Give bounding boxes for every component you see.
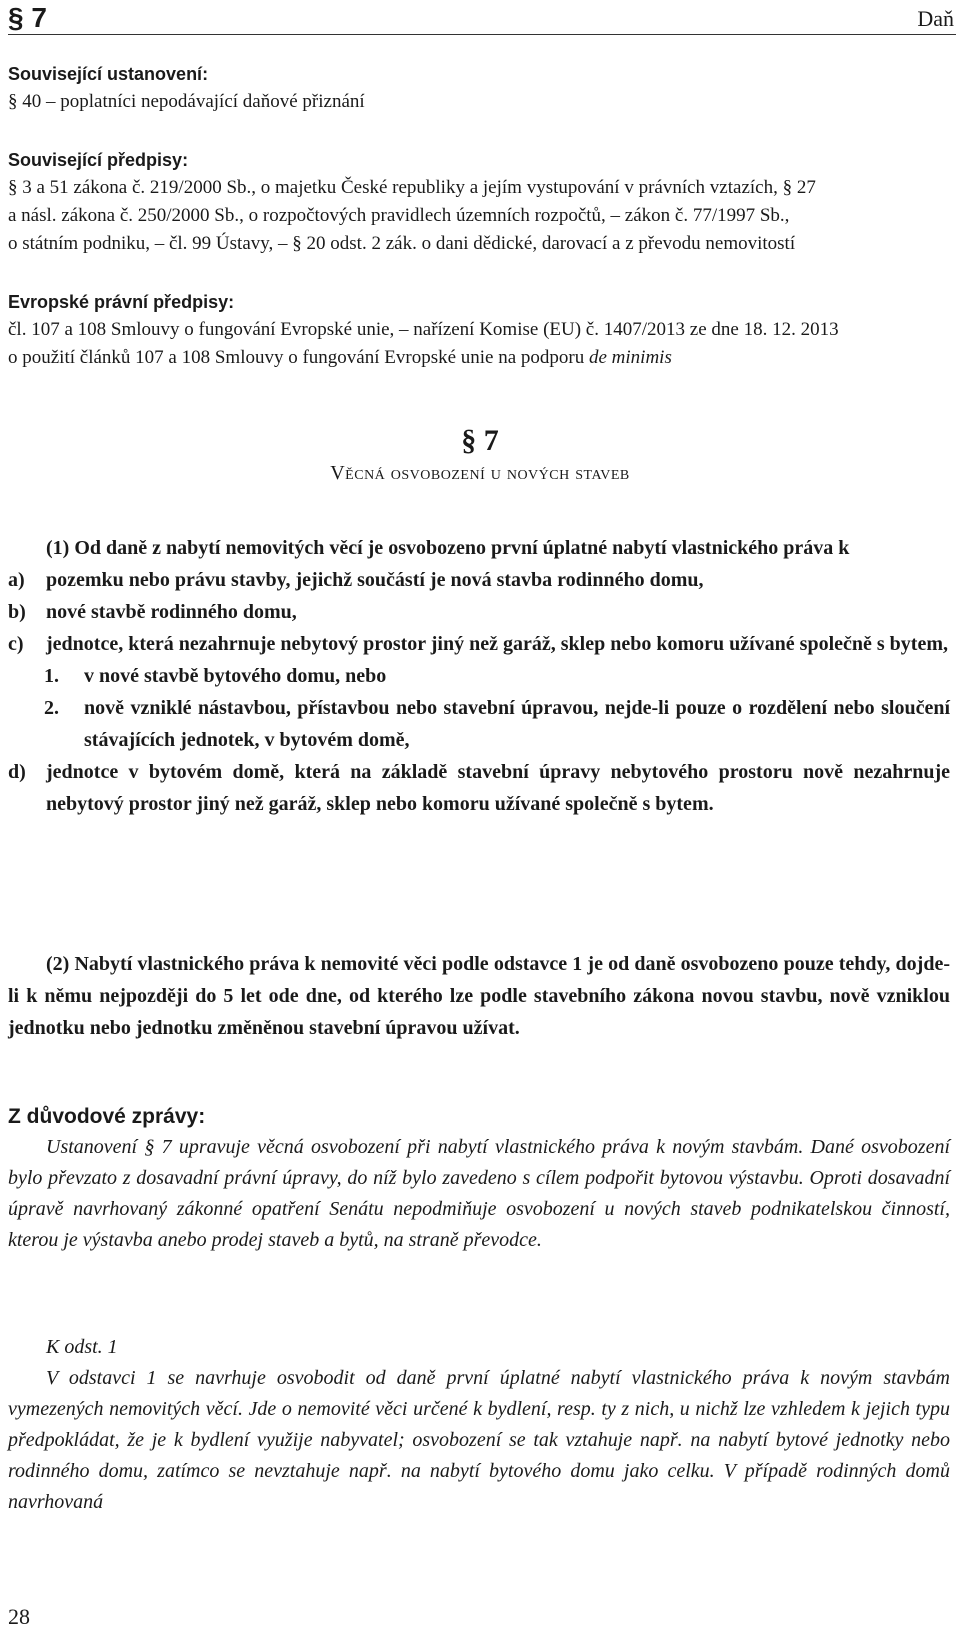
regulation-line: o státním podniku, – čl. 99 Ústavy, – § 20 odst. 2 zák. o dani dědické, darovací a z převodu nemovitostí xyxy=(8,233,796,254)
sub-list-item: 2. nově vzniklé nástavbou, přístavbou nebo stavební úpravou, nejde-li pouze o rozdělení nebo sloučení stávajících jednotek, v bytovém domě, xyxy=(44,697,950,751)
explanatory-report-label: Z důvodové zprávy: xyxy=(8,1105,206,1128)
related-provisions-text: § 40 – poplatníci nepodávající daňové přiznání xyxy=(8,91,365,112)
list-item: d) jednotce v bytovém domě, která na základě stavební úpravy nebytového prostoru nově nezahrnuje nebytový prostor jiný než garáž, sklep nebo komoru užívané společně s bytem. xyxy=(8,761,950,815)
eu-regulation-line: čl. 107 a 108 Smlouvy o fungování Evropské unie, – nařízení Komise (EU) č. 1407/2013 ze dne 18. 12. 2013 xyxy=(8,319,839,340)
paragraph-1 xyxy=(8,532,950,820)
paragraph-1-intro: (1) Od daně z nabytí nemovitých věcí je osvobozeno první úplatné nabytí vlastnického práva k xyxy=(46,537,850,559)
eu-regulation-line: o použití článků 107 a 108 Smlouvy o fungování Evropské unie na podporu de minimis xyxy=(8,347,672,368)
article-number: § 7 xyxy=(461,424,499,457)
section-marker: § 7 xyxy=(8,2,47,33)
eu-regulations xyxy=(8,288,950,372)
related-regulations xyxy=(8,146,950,258)
list-item: c) jednotce, která nezahrnuje nebytový prostor jiný než garáž, sklep nebo komoru užívané společně s bytem, xyxy=(8,633,948,655)
running-header: Daň xyxy=(917,6,954,31)
regulation-line: a násl. zákona č. 250/2000 Sb., o rozpočtových pravidlech územních rozpočtů, – zákon č. 77/1997 Sb., xyxy=(8,205,790,226)
related-provisions-label: Související ustanovení: xyxy=(8,64,209,84)
list-item: b) nové stavbě rodinného domu, xyxy=(8,601,297,623)
related-regulations-label: Související předpisy: xyxy=(8,150,189,170)
regulation-line: § 3 a 51 zákona č. 219/2000 Sb., o majetku České republiky a jejím vystupování v právních vztazích, § 27 xyxy=(8,177,816,198)
subsection-label: K odst. 1 xyxy=(46,1336,118,1358)
de-minimis-term: de minimis xyxy=(589,347,672,368)
sub-list-item: 1. v nové stavbě bytového domu, nebo xyxy=(44,665,387,687)
explanatory-report xyxy=(8,1102,950,1256)
explanatory-subsection xyxy=(8,1332,950,1518)
header-rule xyxy=(8,34,956,35)
list-item: a) pozemku nebo právu stavby, jejichž součástí je nová stavba rodinného domu, xyxy=(8,569,704,591)
related-provisions xyxy=(8,60,950,116)
explanatory-report-text: Ustanovení § 7 upravuje věcná osvobození při nabytí vlastnického práva k novým stavbám. Dané osvobození bylo převzato z dosavadní právní úpravy, do níž bylo zavedeno s cílem podpořit bytovou výstavbu. Oproti dosavadní úpravě navrhovaný zákonné opatření Senátu nepodmiňuje osvobození u nových staveb podnikatelskou činností, kterou je výstavba anebo prodej staveb a bytů, na straně převodce. xyxy=(8,1136,950,1251)
eu-regulations-label: Evropské právní předpisy: xyxy=(8,292,235,312)
subsection-text: V odstavci 1 se navrhuje osvobodit od daně první úplatné nabytí vlastnického práva k novým stavbám vymezených nemovitých věcí. Jde o nemovité věci určené k bydlení, resp. ty z nich, u nichž lze vzhledem k jejich typu předpokládat, že je k bydlení využije nabyvatel; osvobození se tak vztahuje např. na nabytí bytové jednotky nebo rodinného domu, zatímco se nevztahuje např. na nabytí bytového domu jako celku. V případě rodinných domů navrhovaná xyxy=(8,1367,950,1513)
paragraph-2: (2) Nabytí vlastnického práva k nemovité věci podle odstavce 1 je od daně osvobozeno pouze tehdy, dojde-li k němu nejpozději do 5 let ode dne, od kterého lze podle stavebního zákona novou stavbu, nově vzniklou jednotku nebo jednotku změněnou stavební úpravou užívat. xyxy=(8,953,950,1039)
page-number: 28 xyxy=(8,1604,30,1629)
article-title: Věcná osvobození u nových staveb xyxy=(330,462,630,484)
